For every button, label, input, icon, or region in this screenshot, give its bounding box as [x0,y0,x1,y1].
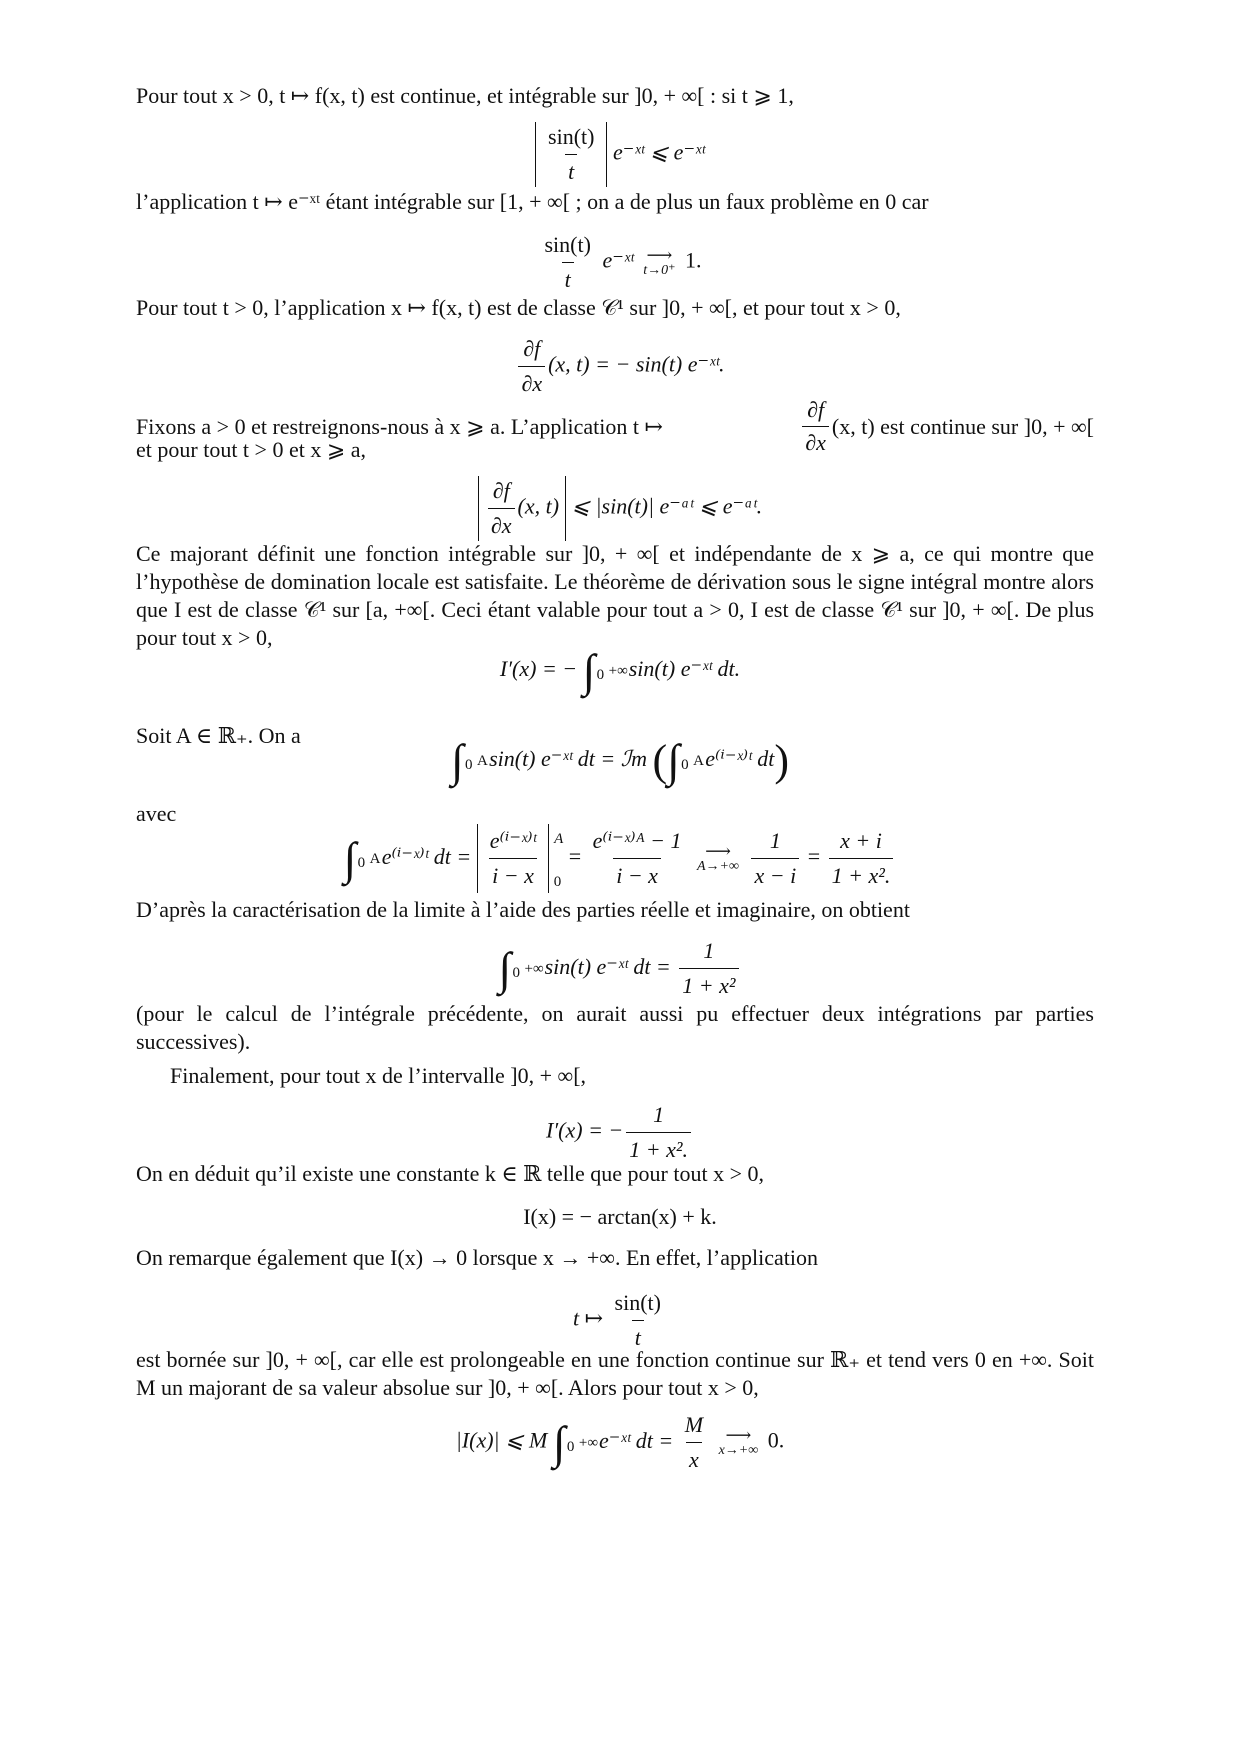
equation-text: e⁽ⁱ⁻ˣ⁾ᵗ dt [705,746,775,771]
text-span: (x, t) est continue sur ]0, + ∞[ [831,413,1094,439]
integral-upper-bound: +∞ [608,662,628,679]
fraction-numerator: e⁽ⁱ⁻ˣ⁾ᵗ [489,828,537,853]
equation-text: 0. [767,1427,785,1453]
integral-sign: ∫ A 0 [343,832,381,884]
integral-sign: ∫ +∞ 0 [582,644,628,696]
fraction-numerator: ∂f [523,336,541,361]
paragraph: est bornée sur ]0, + ∞[, car elle est prolongeable en une fonction continue sur ℝ₊ et tend vers 0 en +∞. Soit M un majorant de sa valeur absolue sur ]0, + ∞[. Alors pour tout x > 0, [136,1347,1094,1400]
fraction-denominator: 1 + x². [829,858,894,891]
text-line: Finalement, pour tout x de l’intervalle ]0, + ∞[, [170,1063,587,1088]
equation-text: (x, t) = − sin(t) e⁻ˣᵗ. [548,351,725,377]
integral-lower-bound: 0 [464,756,473,773]
integral-lower-bound: 0 [596,666,605,683]
fraction-numerator: x + i [840,828,882,853]
display-equation-6: ∫ A 0 sin(t) e⁻ˣᵗ dt = ℐm (∫ A 0 e⁽ⁱ⁻ˣ⁾ᵗ dt) [450,734,790,786]
text-line: On remarque également que I(x) → 0 lorsque x → +∞. En effet, l’application [136,1245,818,1270]
display-equation-5 [0,644,1240,696]
fraction-denominator: x − i [751,858,799,891]
text-line: On en déduit qu’il existe une constante k ∈ ℝ telle que pour tout x > 0, [136,1161,765,1186]
equation-text: sin(t) e⁻ˣᵗ dt. [628,656,741,681]
equation-text: e⁽ⁱ⁻ˣ⁾ᵗ dt = [381,843,472,869]
fraction-denominator: i − x [489,858,537,891]
equation-text: sin(t) e⁻ˣᵗ dt = [544,953,671,979]
paragraph: Ce majorant définit une fonction intégrable sur ]0, + ∞[ et indépendante de x ⩾ a, ce qui montre que l’hypothèse de domination locale est satisfaite. Le théorème de dérivation sous le signe intégral montre alors que I est de classe 𝒞¹ sur [a, +∞[. Ceci étant valable pour tout a > 0, I est de classe 𝒞¹ sur ]0, + ∞[. De plus pour tout x > 0, [136,541,1094,650]
fraction-numerator: ∂f [492,478,510,503]
equation-text: e⁻ˣᵗ ⩽ e⁻ˣᵗ [612,139,705,165]
equation-text: (x, t) [517,493,560,519]
fraction-numerator: 1 [769,828,781,853]
fraction-numerator: M [684,1412,704,1437]
fraction-denominator: i − x [613,858,661,891]
absolute-value [535,122,607,187]
fraction-numerator: sin(t) [548,124,595,149]
text-line: Pour tout t > 0, l’application x ↦ f(x, t) est de classe 𝒞¹ sur ]0, + ∞[, et pour tout x > 0, [136,295,901,320]
fraction-numerator: e⁽ⁱ⁻ˣ⁾ᴬ − 1 [592,828,682,853]
limit-subscript: A→+∞ [697,858,739,874]
fraction-numerator: sin(t) [544,232,591,257]
limit-arrow: ⟶ [705,840,731,861]
equation-text: e⁻ˣᵗ [602,247,634,273]
text-line: et pour tout t > 0 et x ⩾ a, [136,437,367,462]
display-equation-8 [0,936,1240,1001]
fraction-numerator: ∂f [807,397,825,422]
paragraph: (pour le calcul de l’intégrale précédente, on aurait aussi pu effectuer deux intégrations par parties successives). [136,1001,1094,1054]
integral-sign: ∫ +∞ 0 [552,1416,599,1468]
limit-arrow: ⟶ [725,1424,752,1445]
integral-sign: ∫ A 0 [450,734,488,786]
equation-text: sin(t) e⁻ˣᵗ dt = ℐm [489,746,647,771]
fraction-denominator: t [565,154,577,187]
equation-text: ⩽ |sin(t)| e⁻ᵃᵗ ⩽ e⁻ᵃᵗ. [571,493,763,519]
display-equation-13 [0,1410,1240,1475]
display-equation-10 [0,1100,1240,1165]
integral-lower-bound: 0 [512,964,520,981]
display-equation-1 [0,122,1240,187]
text-line: l’application t ↦ e⁻ˣᵗ étant intégrable sur [1, + ∞[ ; on a de plus un faux problème en 0 car [136,189,929,214]
text-line: Pour tout x > 0, t ↦ f(x, t) est continue, et intégrable sur ]0, + ∞[ : si t ⩾ 1, [136,83,794,108]
fraction-denominator: 1 + x² [679,968,738,1001]
fraction-numerator: 1 [653,1102,665,1127]
display-equation-11: I(x) = − arctan(x) + k. [523,1204,717,1229]
limit-subscript: t→0⁺ [643,262,676,278]
equation-text: |I(x)| ⩽ M [455,1427,548,1453]
equation-text: I′(x) = − [546,1117,624,1143]
limit-arrow: ⟶ [646,244,673,265]
integral-sign: ∫ +∞ 0 [498,942,544,994]
fraction-denominator: ∂x [802,426,829,457]
integral-sign: ∫ A 0 [667,734,704,786]
integral-lower-bound: 0 [566,1438,575,1455]
integral-lower-bound: 0 [357,854,366,871]
absolute-value [478,476,566,541]
integral-upper-bound: +∞ [578,1434,599,1451]
fraction-numerator: sin(t) [614,1290,661,1315]
display-equation-3 [0,334,1240,399]
fraction-denominator: t [632,1320,644,1353]
integral-upper-bound: +∞ [524,960,544,977]
integral-upper-bound: A [369,850,381,867]
text-span: Fixons a > 0 et restreignons-nous à x ⩾ a. L’application t ↦ [136,413,663,439]
fraction-denominator: x [686,1442,702,1475]
equation-text: 1. [685,247,702,273]
limit-subscript: x→+∞ [718,1442,759,1458]
equation-text: t ↦ [573,1305,604,1331]
text-line: Soit A ∈ ℝ₊. On a [136,723,301,748]
fraction-denominator: t [562,262,574,295]
fraction-numerator: 1 [703,938,715,963]
display-equation-7: ∫ A 0 e⁽ⁱ⁻ˣ⁾ᵗ dt = $\frac{\text{e⁽ⁱ⁻ˣ⁾ᵗ}}{i - x}$ A 0 = $\frac{\text{e⁽ⁱ⁻ˣ⁾ᴬ − 1}}{i - x}$ ⟶ A→+∞ $\frac{1}{x - i}$ = $\frac{x + i}{\text{1 + x².}}$ [0,824,1240,893]
equation-text: e⁻ˣᵗ dt = [598,1427,674,1453]
display-equation-2 [0,230,1240,295]
equation-text: I′(x) = − [499,656,578,681]
fraction-denominator: ∂x [488,508,515,541]
display-equation-12 [0,1288,1240,1353]
fraction-denominator: 1 + x². [626,1132,691,1165]
integral-upper-bound: A [476,752,488,769]
fraction-denominator: ∂x [518,366,545,399]
text-line: avec [136,801,177,826]
display-equation-4 [0,476,1240,541]
text-line: D’après la caractérisation de la limite à l’aide des parties réelle et imaginaire, on obtient [136,897,910,922]
